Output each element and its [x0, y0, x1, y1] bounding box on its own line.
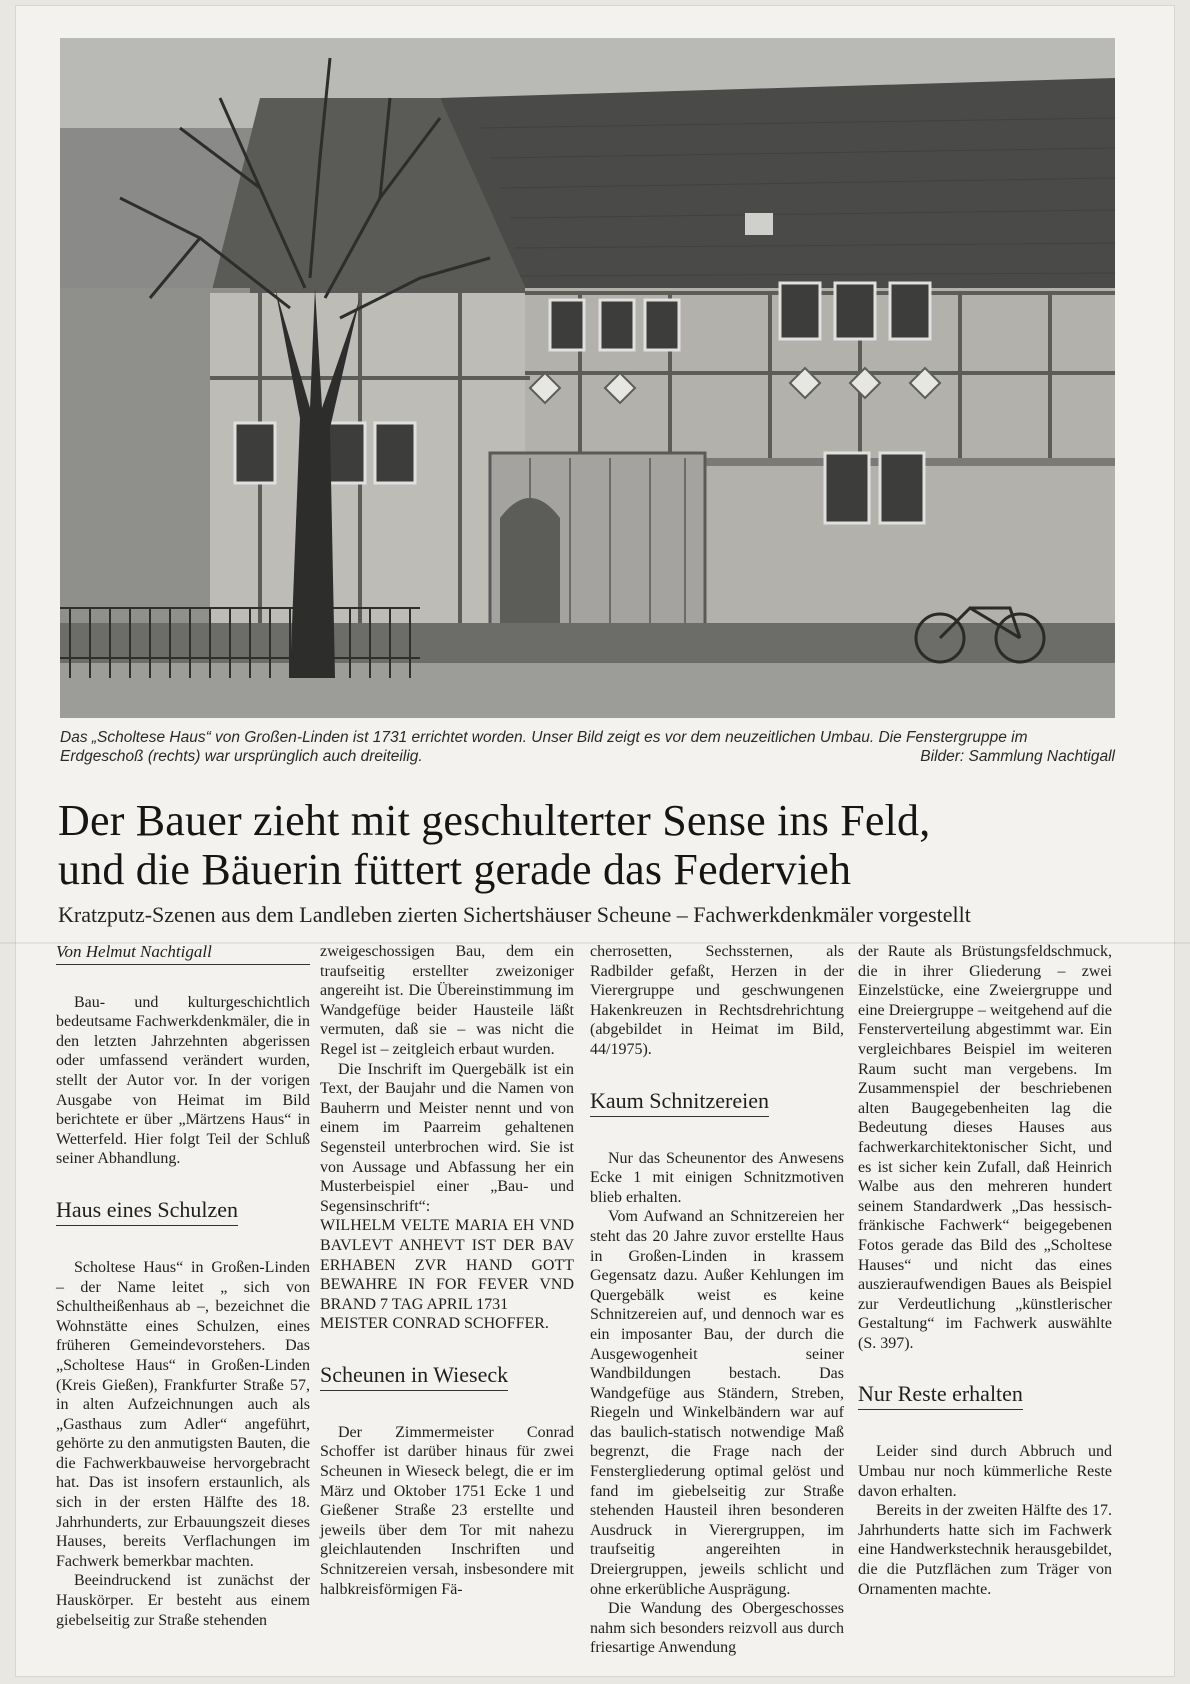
section-heading-kaum-schnitzereien: Kaum Schnitzereien [590, 1088, 769, 1117]
body-paragraph: Scholtese Haus“ in Großen-Linden – der Name leitet „ sich von Schultheißenhaus ab –, bezeichnet die Wohnstätte eines Schulzen, eines früheren Gemeindevorstehers. Das „Scholtese Haus“ in Großen-Linden (Kreis Gießen), Frankfurter Straße 57, in alten Aufzeichnungen auch als „Gasthaus zum Adler“ angeführt, gehörte zu den anmutigsten Bauten, die die Fachwerkbauweise hervorgebracht hat. Das ist insofern erstaunlich, als sich in der ersten Hälfte des 18. Jahrhunderts, zur Erbauungszeit dieses Hauses, bereits Verflachungen im Fachwerk bemerkbar machten. [56, 1258, 310, 1570]
section-heading-scheunen-in-wieseck: Scheunen in Wieseck [320, 1362, 508, 1391]
caption-text: Das „Scholtese Haus“ von Großen-Linden ist 1731 errichtet worden. Unser Bild zeigt es vor dem neuzeitlichen Umbau. Die Fenstergruppe im Erdgeschoß (rechts) war ursprünglich auch dreiteilig. [60, 729, 1028, 765]
body-paragraph: cherrosetten, Sechssternen, als Radbilder gefaßt, Herzen in der Vierergruppe und geschwungenen Hakenkreuzen in Rechtsdrehrichtung (abgebildet in Heimat im Bild, 44/1975). [590, 943, 844, 1058]
body-paragraph: Leider sind durch Abbruch und Umbau nur noch kümmerliche Reste davon erhalten. [858, 1443, 1112, 1500]
headline [58, 796, 1118, 894]
photo-credit: Bilder: Sammlung Nachtigall [920, 748, 1115, 765]
body-paragraph: Vom Aufwand an Schnitzereien her steht das 20 Jahre zuvor erstellte Haus in Großen-Linden in krassem Gegensatz dazu. Außer Kehlungen im Quergebälk weist es keine Schnitzereien auf, und dennoch war es ein imposanter Bau, der durch die Ausgewogenheit seiner Wandbildungen bestach. Das Wandgefüge aus Ständern, Streben, Riegeln und Winkelbändern war auf das baulich-statisch notwendige Maß begrenzt, die Frage nach der Fenstergliederung optimal gelöst und fand im giebelseitig zur Straße stehenden Hausteil ihren besonderen Ausdruck in Vierergruppen, im traufseitig angereihten in Dreiergruppen, jeweils schlicht und ohne erkerübliche Ausprägung. [590, 1208, 844, 1598]
article-column-2 [320, 942, 574, 1599]
body-paragraph: der Raute als Brüstungsfeldschmuck, die in ihrer Gliederung – zwei Einzelstücke, eine Zweiergruppe und eine Dreiergruppe – weitgehend auf die Fensterverteilung abgestimmt war. Ein vergleichbares Beispiel im weiteren Raum sucht man vergebens. Im Zusammenspiel der beschriebenen alten Baugegebenheiten lag die Bedeutung dieses Hauses aus fachwerkarchitektonischer Sicht, und es ist sicher kein Zufall, daß Heinrich Walbe aus den mehreren hundert seinem Standardwerk „Das hessisch-fränkische Fachwerk“ beigegebenen Fotos gerade das Bild des „Scholtese Hauses“ und nicht das eines auszieraufwendigen Baues als Beispiel zur Verdeutlichung „künstlerischer Gestaltung“ im Fachwerk auswählte (S. 397). [858, 943, 1112, 1352]
byline: Von Helmut Nachtigall [56, 942, 310, 965]
body-paragraph: zweigeschossigen Bau, dem ein traufseitig erstellter zweizoniger angereiht ist. Die Übereinstimmung im Wandgefüge beider Hausteile läßt vermuten, daß sie – was nicht die Regel ist – zeitgleich erbaut wurden. [320, 943, 574, 1058]
inscription-master: MEISTER CONRAD SCHOFFER. [320, 1315, 549, 1333]
section-heading-nur-reste-erhalten: Nur Reste erhalten [858, 1381, 1023, 1410]
article-column-1 [56, 942, 310, 1630]
article-column-3 [590, 942, 844, 1658]
headline-line-2: und die Bäuerin füttert gerade das Federvieh [58, 845, 852, 894]
half-timbered-house-illustration [60, 38, 1115, 718]
inscription-text: WILHELM VELTE MARIA EH VND BAVLEVT ANHEVT IST DER BAV ERHABEN ZVR HAND GOTT BEWAHRE IN FOR FEVER VND BRAND 7 TAG APRIL 1731 [320, 1217, 574, 1313]
article-column-4 [858, 942, 1112, 1599]
body-paragraph: Beeindruckend ist zunächst der Hauskörper. Er besteht aus einem giebelseitig zur Straße stehenden [56, 1572, 310, 1629]
body-paragraph: Die Wandung des Obergeschosses nahm sich besonders reizvoll aus durch friesartige Anwendung [590, 1600, 844, 1657]
intro-paragraph: Bau- und kulturgeschichtlich bedeutsame Fachwerkdenkmäler, die in den letzten Jahrzehnten abgerissen oder umfassend verändert wurden, stellt der Autor vor. In der vorigen Ausgabe von Heimat im Bild berichtete er über „Märtzens Haus“ in Wetterfeld. Hier folgt Teil der Schluß seiner Abhandlung. [56, 993, 310, 1168]
section-heading-haus-eines-schulzen: Haus eines Schulzen [56, 1197, 238, 1226]
subheadline: Kratzputz-Szenen aus dem Landleben zierten Sichertshäuser Scheune – Fachwerkdenkmäler vorgestellt [58, 902, 971, 927]
body-paragraph: Nur das Scheunentor des Anwesens Ecke 1 mit einigen Schnitzmotiven blieb erhalten. [590, 1149, 844, 1206]
headline-line-1: Der Bauer zieht mit geschulterter Sense ins Feld, [58, 796, 931, 845]
photo-caption [60, 728, 1115, 766]
body-paragraph: Bereits in der zweiten Hälfte des 17. Jahrhunderts hatte sich im Fachwerk eine Handwerkstechnik herausgebildet, die die Putzflächen zum Träger von Ornamenten machte. [858, 1502, 1112, 1598]
body-paragraph: Die Inschrift im Quergebälk ist ein Text, der Baujahr und die Namen von Bauherrn und Meister nennt und von einem im Paarreim gehaltenen Segensteil unterbrochen wird. Sie ist von Aussage und Abfassung her ein Musterbeispiel einer „Bau- und Segensinschrift“: [320, 1060, 574, 1215]
house-photo [60, 38, 1115, 718]
body-paragraph: Der Zimmermeister Conrad Schoffer ist darüber hinaus für zwei Scheunen in Wieseck belegt, die er im März und Oktober 1751 Ecke 1 und Gießener Straße 23 erstellte und jeweils über dem Tor mit nahezu gleichlautenden Inschriften und Schnitzereien versah, insbesondere mit halbkreisförmigen Fä- [320, 1423, 574, 1598]
